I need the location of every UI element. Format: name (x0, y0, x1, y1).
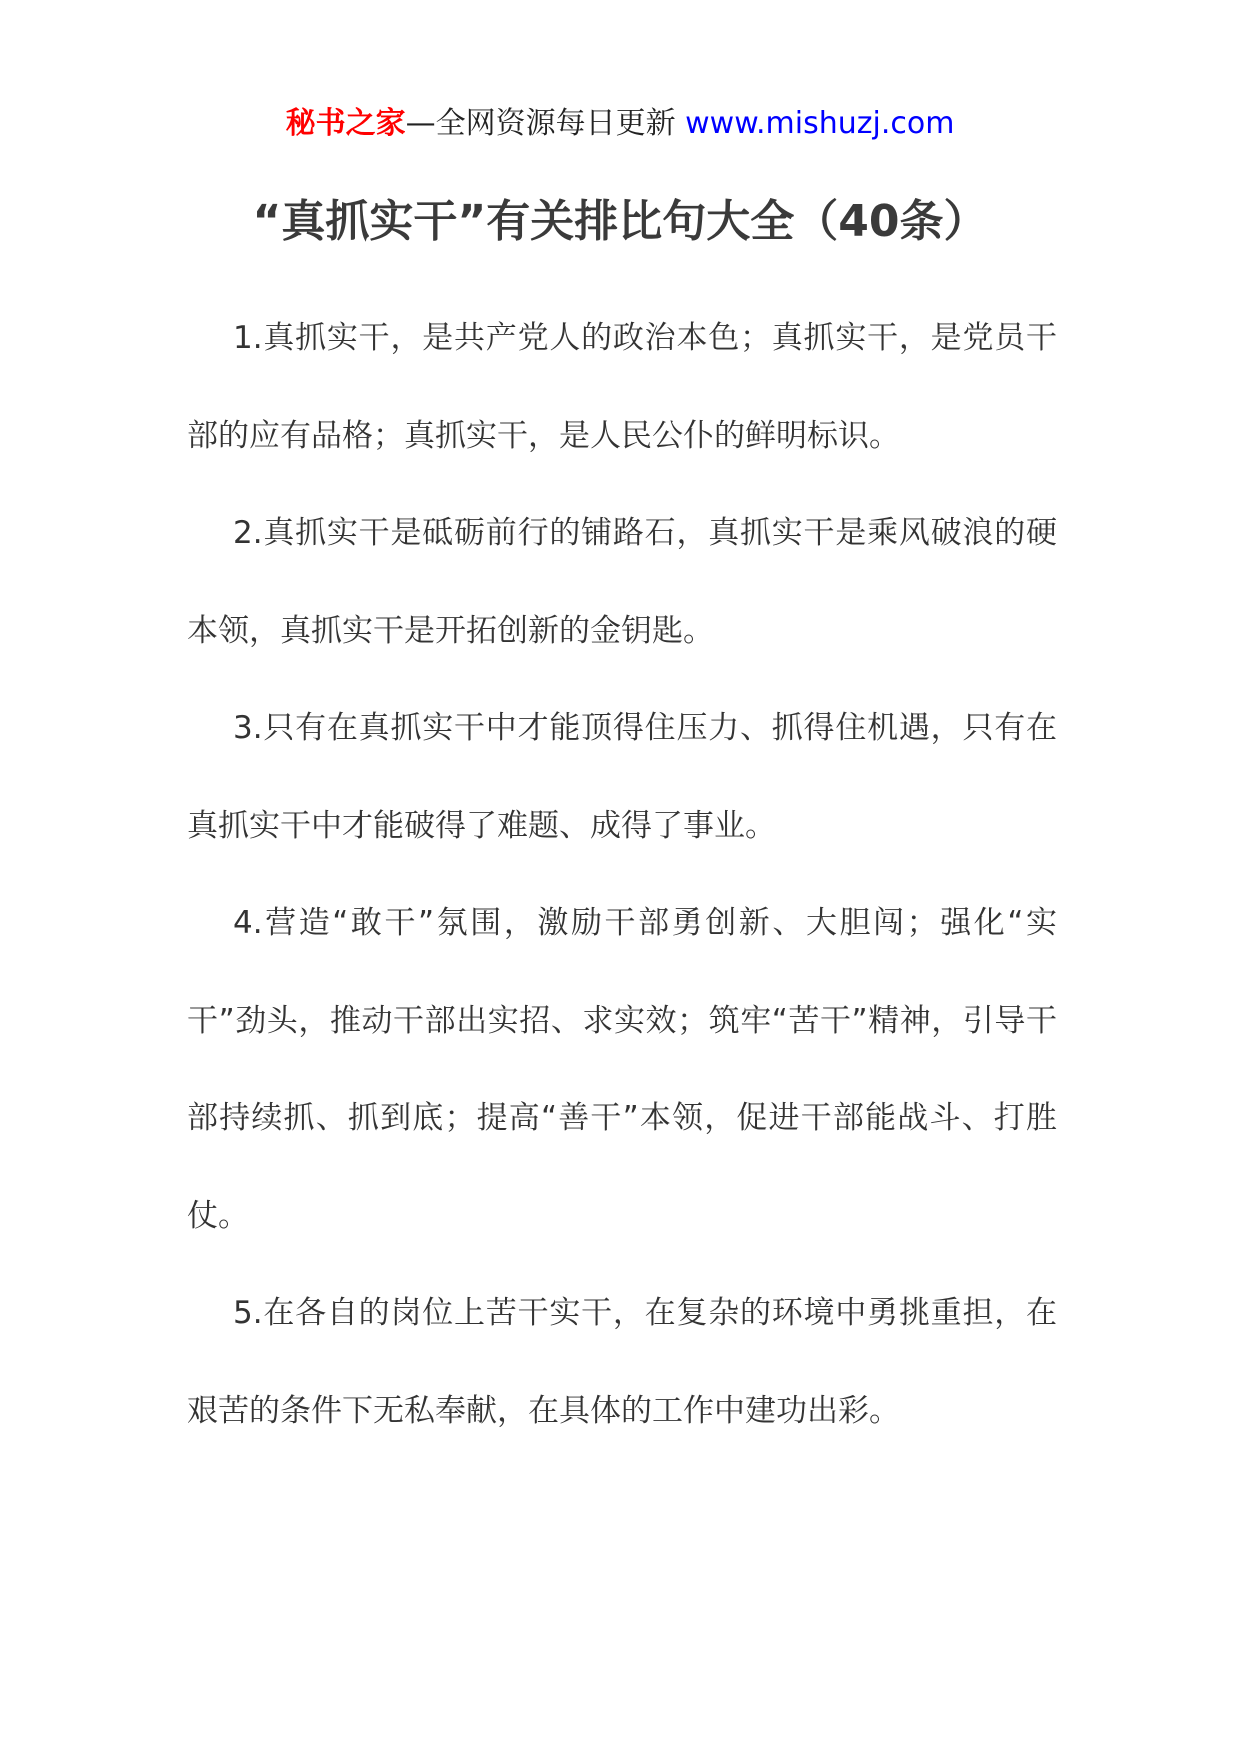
document-title: “真抓实干”有关排比句大全（40条） (252, 196, 988, 247)
paragraph: 3.只有在真抓实干中才能顶得住压力、抓得住机遇，只有在真抓实干中才能破得了难题、成得了事业。 (187, 710, 1057, 844)
paragraph: 2.真抓实干是砥砺前行的铺路石，真抓实干是乘风破浪的硬本领，真抓实干是开拓创新的金钥匙。 (187, 515, 1057, 649)
site-brand: 秘书之家 (285, 106, 406, 141)
paragraph: 4.营造“敢干”氛围，激励干部勇创新、大胆闯；强化“实干”劲头，推动干部出实招、求实效；筑牢“苦干”精神，引导干部持续抓、抓到底；提高“善干”本领，促进干部能战斗、打胜仗。 (187, 905, 1057, 1234)
paragraph: 1.真抓实干，是共产党人的政治本色；真抓实干，是党员干部的应有品格；真抓实干，是人民公仆的鲜明标识。 (187, 320, 1057, 454)
document-body (187, 290, 1057, 1460)
site-tagline: —全网资源每日更新 (405, 106, 686, 141)
site-url-link[interactable]: www.mishuzj.com (685, 106, 955, 141)
site-header (0, 102, 1240, 146)
paragraph: 5.在各自的岗位上苦干实干，在复杂的环境中勇挑重担，在艰苦的条件下无私奉献，在具体的工作中建功出彩。 (187, 1295, 1057, 1429)
